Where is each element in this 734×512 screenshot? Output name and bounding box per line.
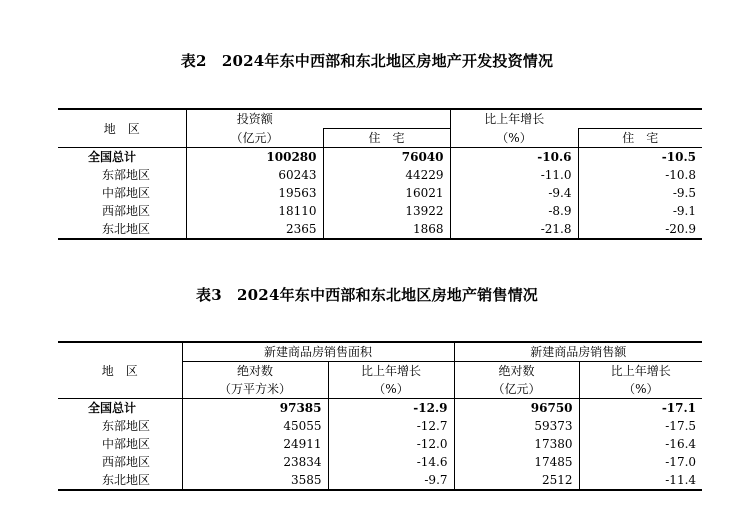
header-absolute: 绝对数: [182, 362, 328, 381]
header-absolute: 绝对数: [454, 362, 579, 381]
sales-cell: 2512: [454, 471, 579, 490]
sales-growth-cell: -16.4: [579, 435, 702, 453]
header-growth: 比上年增长: [579, 362, 702, 381]
investment-cell: 18110: [186, 202, 323, 220]
header-region: 地 区: [58, 342, 182, 399]
header-investment: 投资额: [186, 109, 323, 129]
sales-table: [58, 341, 702, 491]
sales-cell: 17485: [454, 453, 579, 471]
header-spacer: [578, 109, 702, 129]
header-growth: 比上年增长: [450, 109, 578, 129]
table-row: [58, 202, 702, 220]
table2-title: 表2 2024年东中西部和东北地区房地产开发投资情况: [180, 52, 554, 70]
table-header-row: [58, 342, 702, 362]
sales-growth-cell: -17.1: [579, 399, 702, 418]
table-row: [58, 220, 702, 239]
growth-cell: -8.9: [450, 202, 578, 220]
investment-cell: 2365: [186, 220, 323, 239]
area-cell: 97385: [182, 399, 328, 418]
header-area-unit: （万平方米）: [182, 380, 328, 399]
table-body: [58, 399, 702, 491]
header-sales-group: 新建商品房销售额: [454, 342, 702, 362]
region-cell: 西部地区: [102, 204, 151, 218]
table-row: [58, 148, 702, 167]
residential-cell: 1868: [323, 220, 450, 239]
growth-residential-cell: -10.8: [578, 166, 702, 184]
table-row: [58, 471, 702, 490]
table-row: [58, 435, 702, 453]
table-row: [58, 399, 702, 418]
table-row: [58, 184, 702, 202]
table-row: [58, 453, 702, 471]
header-investment-unit: （亿元）: [186, 129, 323, 148]
header-growth-residential: 住 宅: [578, 129, 702, 148]
header-area-group: 新建商品房销售面积: [182, 342, 454, 362]
residential-cell: 16021: [323, 184, 450, 202]
sales-growth-cell: -17.0: [579, 453, 702, 471]
area-cell: 45055: [182, 417, 328, 435]
residential-cell: 76040: [323, 148, 450, 167]
region-cell: 西部地区: [102, 455, 151, 469]
sales-growth-cell: -11.4: [579, 471, 702, 490]
sales-growth-cell: -17.5: [579, 417, 702, 435]
growth-residential-cell: -9.1: [578, 202, 702, 220]
header-growth-unit: （%）: [328, 380, 454, 399]
region-cell: 中部地区: [102, 186, 151, 200]
region-cell: 东部地区: [102, 168, 151, 182]
sales-cell: 96750: [454, 399, 579, 418]
growth-cell: -11.0: [450, 166, 578, 184]
sales-cell: 17380: [454, 435, 579, 453]
investment-table: [58, 108, 702, 240]
growth-residential-cell: -10.5: [578, 148, 702, 167]
investment-cell: 100280: [186, 148, 323, 167]
region-cell: 中部地区: [102, 437, 151, 451]
area-growth-cell: -14.6: [328, 453, 454, 471]
area-growth-cell: -12.0: [328, 435, 454, 453]
region-cell: 东北地区: [102, 222, 151, 236]
investment-cell: 19563: [186, 184, 323, 202]
growth-cell: -9.4: [450, 184, 578, 202]
table-row: [58, 417, 702, 435]
area-growth-cell: -9.7: [328, 471, 454, 490]
growth-cell: -21.8: [450, 220, 578, 239]
header-growth-unit: （%）: [579, 380, 702, 399]
area-cell: 3585: [182, 471, 328, 490]
investment-cell: 60243: [186, 166, 323, 184]
region-cell: 全国总计: [88, 150, 137, 164]
growth-cell: -10.6: [450, 148, 578, 167]
region-cell: 东部地区: [102, 419, 151, 433]
area-growth-cell: -12.9: [328, 399, 454, 418]
header-region: 地 区: [58, 109, 186, 148]
header-residential: 住 宅: [323, 129, 450, 148]
growth-residential-cell: -20.9: [578, 220, 702, 239]
area-cell: 24911: [182, 435, 328, 453]
region-cell: 东北地区: [102, 473, 151, 487]
header-sales-unit: （亿元）: [454, 380, 579, 399]
region-cell: 全国总计: [88, 401, 137, 415]
area-growth-cell: -12.7: [328, 417, 454, 435]
residential-cell: 44229: [323, 166, 450, 184]
table3-title: 表3 2024年东中西部和东北地区房地产销售情况: [196, 286, 538, 304]
residential-cell: 13922: [323, 202, 450, 220]
area-cell: 23834: [182, 453, 328, 471]
header-growth: 比上年增长: [328, 362, 454, 381]
header-spacer: [323, 109, 450, 129]
growth-residential-cell: -9.5: [578, 184, 702, 202]
header-growth-unit: （%）: [450, 129, 578, 148]
table-header-row: [58, 109, 702, 129]
sales-cell: 59373: [454, 417, 579, 435]
table-body: [58, 148, 702, 240]
table-row: [58, 166, 702, 184]
